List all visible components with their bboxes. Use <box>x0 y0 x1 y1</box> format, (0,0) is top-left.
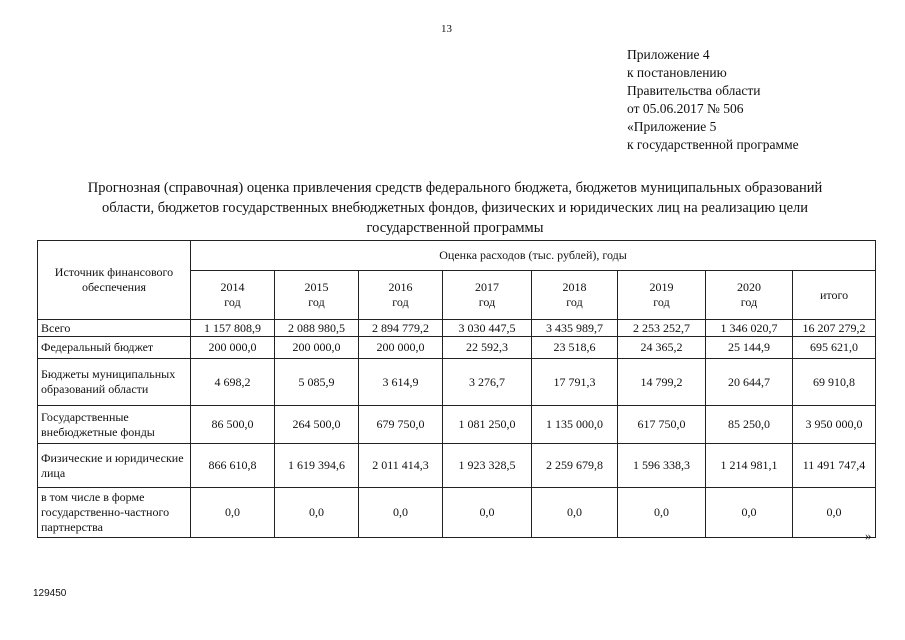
year-header <box>706 271 793 320</box>
total-cell: 11 491 747,4 <box>793 444 876 488</box>
value-cell: 17 791,3 <box>532 359 618 406</box>
row-label: Бюджеты муниципальных образований области <box>38 359 191 406</box>
table-row <box>38 444 876 488</box>
total-header: итого <box>793 271 876 320</box>
closing-quote-mark: » <box>865 528 872 543</box>
appendix-line: «Приложение 5 <box>627 119 717 134</box>
year-header <box>443 271 532 320</box>
table-row <box>38 488 876 538</box>
table-row <box>38 320 876 337</box>
row-label: Физические и юридические лица <box>38 444 191 488</box>
year-value: 2016 <box>388 280 413 294</box>
value-cell: 24 365,2 <box>618 337 706 359</box>
appendix-line: Правительства области <box>627 83 761 98</box>
value-cell: 3 030 447,5 <box>443 320 532 337</box>
source-header: Источник финансового обеспечения <box>38 241 191 320</box>
appendix-line: к постановлению <box>627 65 727 80</box>
value-cell: 25 144,9 <box>706 337 793 359</box>
title-line: Прогнозная (справочная) оценка привлечения средств федерального бюджета, бюджетов муниципальных образований <box>87 180 823 196</box>
value-cell: 4 698,2 <box>191 359 275 406</box>
appendix-line: к государственной программе <box>627 137 799 152</box>
value-cell: 0,0 <box>443 488 532 538</box>
value-cell: 2 011 414,3 <box>359 444 443 488</box>
year-unit: год <box>224 295 241 309</box>
value-cell: 866 610,8 <box>191 444 275 488</box>
total-cell: 3 950 000,0 <box>793 406 876 444</box>
value-cell: 264 500,0 <box>275 406 359 444</box>
year-value: 2015 <box>304 280 329 294</box>
value-cell: 1 214 981,1 <box>706 444 793 488</box>
year-value: 2018 <box>562 280 587 294</box>
value-cell: 200 000,0 <box>191 337 275 359</box>
value-cell: 0,0 <box>275 488 359 538</box>
year-header <box>618 271 706 320</box>
value-cell: 3 435 989,7 <box>532 320 618 337</box>
value-cell: 1 135 000,0 <box>532 406 618 444</box>
total-cell: 695 621,0 <box>793 337 876 359</box>
year-unit: год <box>478 295 496 309</box>
value-cell: 1 346 020,7 <box>706 320 793 337</box>
value-cell: 0,0 <box>532 488 618 538</box>
value-cell: 85 250,0 <box>706 406 793 444</box>
value-cell: 0,0 <box>618 488 706 538</box>
year-header <box>275 271 359 320</box>
title-line: области, бюджетов государственных внебюджетных фондов, физических и юридических лиц на реализацию цели <box>101 200 809 216</box>
year-unit: год <box>392 295 409 309</box>
appendix-line: Приложение 4 <box>627 47 710 62</box>
year-value: 2019 <box>649 280 674 294</box>
value-cell: 1 923 328,5 <box>443 444 532 488</box>
value-cell: 86 500,0 <box>191 406 275 444</box>
value-cell: 2 088 980,5 <box>275 320 359 337</box>
year-header <box>191 271 275 320</box>
table-row <box>38 406 876 444</box>
row-label: Всего <box>38 320 191 337</box>
year-header <box>532 271 618 320</box>
value-cell: 23 518,6 <box>532 337 618 359</box>
appendix-block <box>627 46 799 154</box>
document-title <box>40 178 870 238</box>
year-value: 2014 <box>220 280 245 294</box>
row-label: Федеральный бюджет <box>38 337 191 359</box>
table-row <box>38 359 876 406</box>
value-cell: 0,0 <box>191 488 275 538</box>
value-cell: 0,0 <box>359 488 443 538</box>
table-row <box>38 337 876 359</box>
value-cell: 2 253 252,7 <box>618 320 706 337</box>
value-cell: 1 157 808,9 <box>191 320 275 337</box>
year-header <box>359 271 443 320</box>
value-cell: 3 276,7 <box>443 359 532 406</box>
appendix-line: от 05.06.2017 № 506 <box>627 101 744 116</box>
value-cell: 679 750,0 <box>359 406 443 444</box>
year-value: 2020 <box>737 280 761 294</box>
value-cell: 14 799,2 <box>618 359 706 406</box>
row-label: в том числе в форме государственно-частного партнерства <box>38 488 191 538</box>
value-cell: 5 085,9 <box>275 359 359 406</box>
year-value: 2017 <box>475 280 499 294</box>
page-number: 13 <box>441 23 452 35</box>
total-cell: 69 910,8 <box>793 359 876 406</box>
row-label: Государственные внебюджетные фонды <box>38 406 191 444</box>
value-cell: 22 592,3 <box>443 337 532 359</box>
total-cell: 16 207 279,2 <box>793 320 876 337</box>
year-unit: год <box>653 295 670 309</box>
year-unit: год <box>740 295 758 309</box>
value-cell: 1 596 338,3 <box>618 444 706 488</box>
value-cell: 1 619 394,6 <box>275 444 359 488</box>
value-cell: 200 000,0 <box>275 337 359 359</box>
value-cell: 20 644,7 <box>706 359 793 406</box>
value-cell: 0,0 <box>706 488 793 538</box>
value-cell: 2 259 679,8 <box>532 444 618 488</box>
value-cell: 2 894 779,2 <box>359 320 443 337</box>
value-cell: 200 000,0 <box>359 337 443 359</box>
year-unit: год <box>308 295 325 309</box>
value-cell: 1 081 250,0 <box>443 406 532 444</box>
document-code: 129450 <box>33 588 67 599</box>
value-cell: 617 750,0 <box>618 406 706 444</box>
expense-group-header: Оценка расходов (тыс. рублей), годы <box>191 241 876 271</box>
budget-table <box>37 240 876 538</box>
title-line: государственной программы <box>366 220 544 236</box>
year-unit: год <box>566 295 583 309</box>
value-cell: 3 614,9 <box>359 359 443 406</box>
total-cell: 0,0 <box>793 488 876 538</box>
